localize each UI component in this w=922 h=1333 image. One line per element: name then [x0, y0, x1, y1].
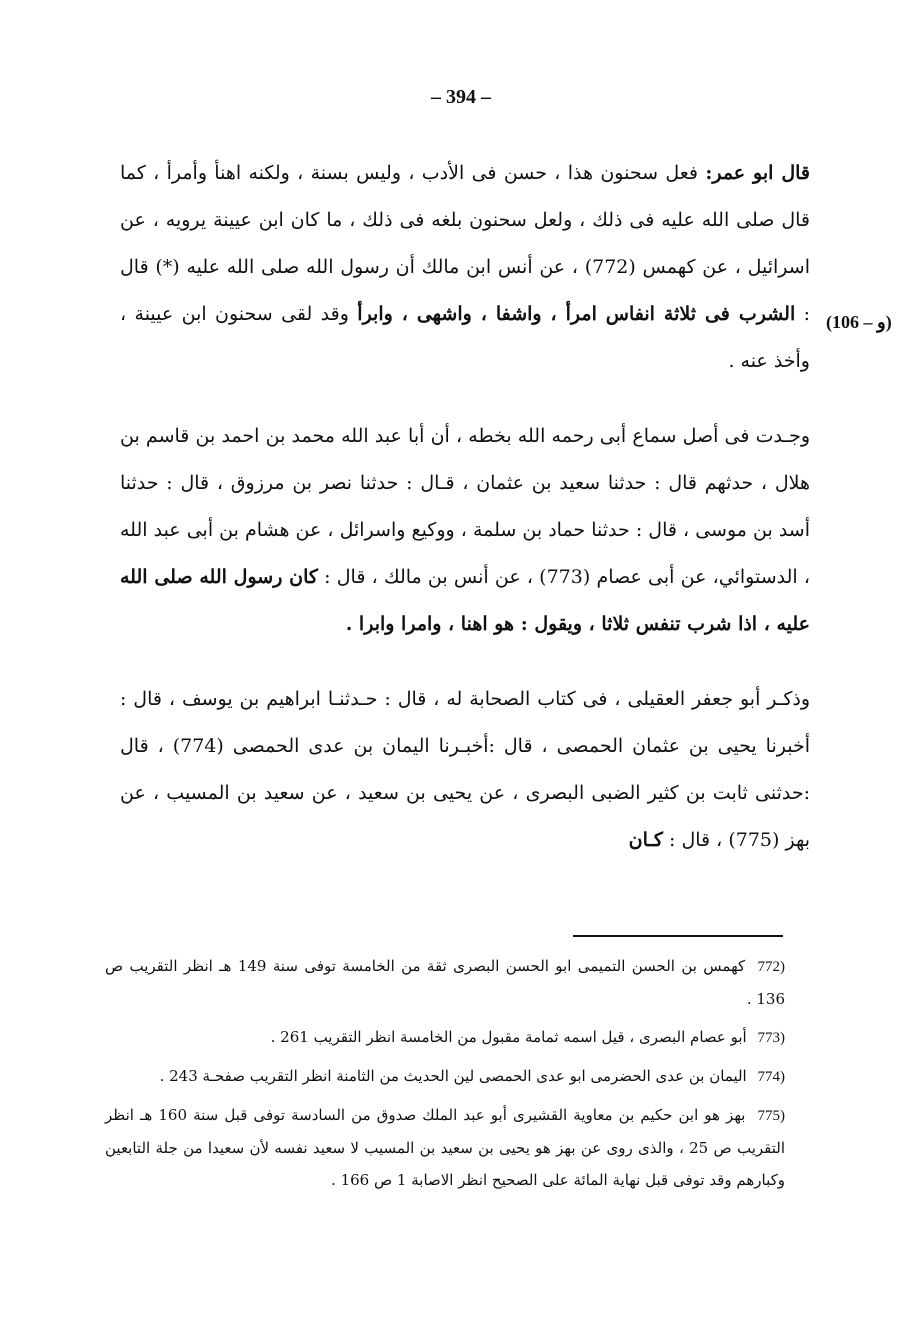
- paragraph-1-segment: وقد لقى سحنون ابن عيينة ، وأخذ عنه .: [120, 303, 810, 372]
- footnote-number: (773: [757, 1030, 785, 1046]
- paragraph-2: [120, 413, 810, 648]
- paragraph-1-segment: الشرب فى ثلاثة انفاس امرأ ، واشفا ، واشهى ، وابرأ: [357, 303, 796, 325]
- footnote-text: أبو عصام البصرى ، قيل اسمه ثمامة مقبول من الخامسة انظر التقريب 261 .: [270, 1028, 747, 1046]
- page-number: – 394 –: [431, 86, 491, 108]
- margin-reference-label: (106 – و): [826, 312, 892, 332]
- main-text: [120, 150, 810, 864]
- footnote-773: [105, 1021, 785, 1054]
- footnote-text: بهز هو ابن حكيم بن معاوية القشيرى أبو عبد الملك صدوق من السادسة توفى قبل سنة 160 هـ انظر التقريب ص 25 ، والذى روى عن بهز هو يحيى بن سعيد بن المسيب لا سعيد نفسه لأن سعيدا من جلة التابعين وكبارهم وقد توفى قبل نهاية المائة على الصحيح انظر الاصابة 1 ص 166 .: [105, 1106, 785, 1189]
- paragraph-2-segment: كان رسول الله صلى الله عليه ، اذا شرب تنفس ثلاثا ، ويقول : هو اهنا ، وامرا وابرا .: [120, 566, 810, 635]
- paragraph-1-segment: قال ابو عمر:: [705, 162, 811, 184]
- footnote-divider: [573, 935, 783, 937]
- footnote-text: كهمس بن الحسن التميمى ابو الحسن البصرى ثقة من الخامسة توفى سنة 149 هـ انظر التقريب ص 136 .: [105, 957, 785, 1008]
- paragraph-3-segment: كـان: [628, 829, 663, 851]
- footnote-number: (772: [757, 959, 785, 975]
- paragraph-3-segment: وذكـر أبو جعفر العقيلى ، فى كتاب الصحابة له ، قال : حـدثنـا ابراهيم بن يوسف ، قال : أخبرنا يحيى بن عثمان الحمصى ، قال :أخبـرنا اليمان بن عدى الحمصى (774) ، قال :حدثنى ثابت بن كثير الضبى البصرى ، عن يحيى بن سعيد ، عن سعيد بن المسيب ، عن بهز (775) ، قال :: [120, 688, 810, 851]
- footnote-number: (774: [757, 1069, 785, 1085]
- paragraph-2-segment: وجـدت فى أصل سماع أبى رحمه الله بخطه ، أن أبا عبد الله محمد بن احمد بن قاسم بن هلال ، حدثهم قال : حدثنا سعيد بن عثمان ، قـال : حدثنا نصر بن مرزوق ، قال : حدثنا أسد بن موسى ، قال : حدثنا حماد بن سلمة ، ووكيع واسرائل ، عن هشام بن أبى عبد الله ، الدستوائي، عن أبى عصام (773) ، عن أنس بن مالك ، قال :: [120, 425, 811, 588]
- footnote-number: (775: [757, 1108, 785, 1124]
- footnote-text: اليمان بن عدى الحضرمى ابو عدى الحمصى لين الحديث من الثامنة انظر التقريب صفحـة 243 .: [159, 1067, 747, 1085]
- footnotes: [105, 950, 785, 1202]
- footnote-775: [105, 1099, 785, 1196]
- paragraph-1: [120, 150, 810, 385]
- paragraph-1-segment: فعل سحنون هذا ، حسن فى الأدب ، وليس بسنة ، ولكنه اهنأ وأمرأ ، كما قال صلى الله عليه فى ذلك ، ولعل سحنون بلغه فى ذلك ، ما كان ابن عيينة يرويه ، عن اسرائيل ، عن كهمس (772) ، عن أنس ابن مالك أن رسول الله صلى الله عليه (*) قال :: [120, 162, 811, 325]
- footnote-774: [105, 1060, 785, 1093]
- footnote-772: [105, 950, 785, 1015]
- paragraph-3: [120, 676, 810, 864]
